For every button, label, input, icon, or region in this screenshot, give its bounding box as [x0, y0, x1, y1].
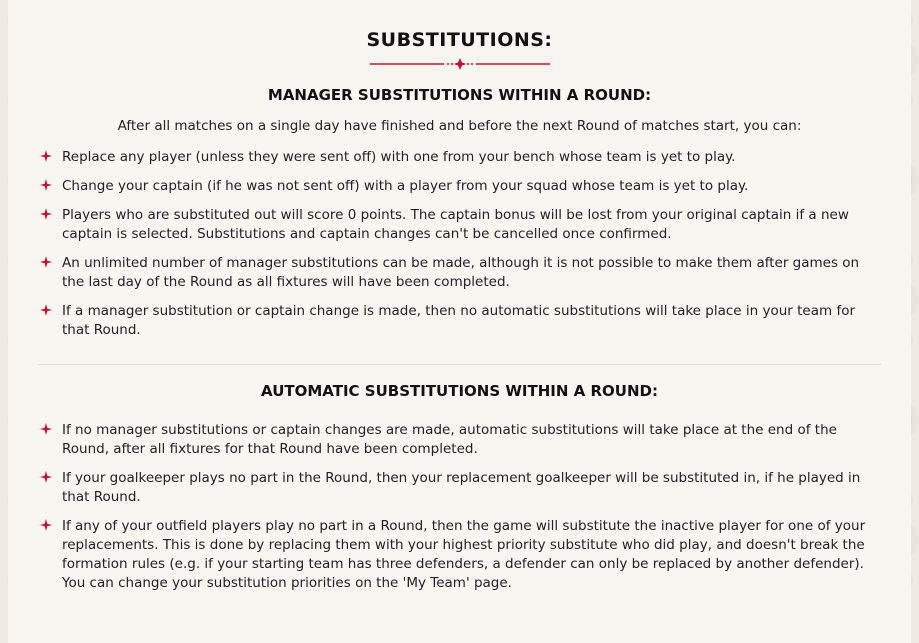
rule-text: If a manager substitution or captain change is made, then no automatic substitutions will take place in your team for that Round. [62, 303, 856, 338]
rule-text: If any of your outfield players play no part in a Round, then the game will substitute the inactive player for one of your replacements. This is done by replacing them with your highest priority substitute who did play, and doesn't break the formation rules (e.g. if your starting team has three defenders, a defender can only be replaced by another defender). You can change your substitution priorities on the 'My Team' page. [62, 518, 866, 591]
rule-text: An unlimited number of manager substitutions can be made, although it is not possible to make them after games on the last day of the Round as all fixtures will have been completed. [62, 255, 860, 290]
page-title: SUBSTITUTIONS: [366, 29, 553, 51]
red-star-bullet-icon [40, 256, 52, 268]
list-item [48, 177, 871, 196]
manager-rules-list [48, 148, 871, 340]
manager-substitutions-heading: MANAGER SUBSTITUTIONS WITHIN A ROUND: [267, 86, 652, 104]
rule-text: Change your captain (if he was not sent off) with a player from your squad whose team is yet to play. [62, 178, 749, 194]
red-star-bullet-icon [40, 179, 52, 191]
rules-panel [8, 0, 911, 643]
rule-text: Replace any player (unless they were sent off) with one from your bench whose team is yet to play. [62, 149, 736, 165]
list-item [48, 302, 871, 340]
red-star-bullet-icon [40, 304, 52, 316]
rule-text: Players who are substituted out will score 0 points. The captain bonus will be lost from your original captain if a new captain is selected. Substitutions and captain changes can't be cancelled once confirmed. [62, 207, 849, 242]
list-item [48, 148, 871, 167]
red-star-bullet-icon [40, 150, 52, 162]
list-item [48, 254, 871, 292]
list-item [48, 469, 871, 507]
automatic-substitutions-heading: AUTOMATIC SUBSTITUTIONS WITHIN A ROUND: [261, 382, 658, 400]
red-star-bullet-icon [40, 423, 52, 435]
list-item [48, 206, 871, 244]
red-star-bullet-icon [40, 471, 52, 483]
red-star-bullet-icon [40, 519, 52, 531]
automatic-rules-list [48, 421, 871, 593]
red-star-bullet-icon [40, 208, 52, 220]
list-item [48, 517, 871, 593]
list-item [48, 421, 871, 459]
red-ornament-divider-icon [370, 58, 550, 70]
manager-substitutions-intro: After all matches on a single day have finished and before the next Round of matches start, you can: [117, 118, 802, 134]
rule-text: If no manager substitutions or captain changes are made, automatic substitutions will take place at the end of the Round, after all fixtures for that Round have been completed. [62, 422, 837, 457]
rule-text: If your goalkeeper plays no part in the Round, then your replacement goalkeeper will be substituted in, if he played in that Round. [62, 470, 861, 505]
section-divider [38, 364, 881, 365]
